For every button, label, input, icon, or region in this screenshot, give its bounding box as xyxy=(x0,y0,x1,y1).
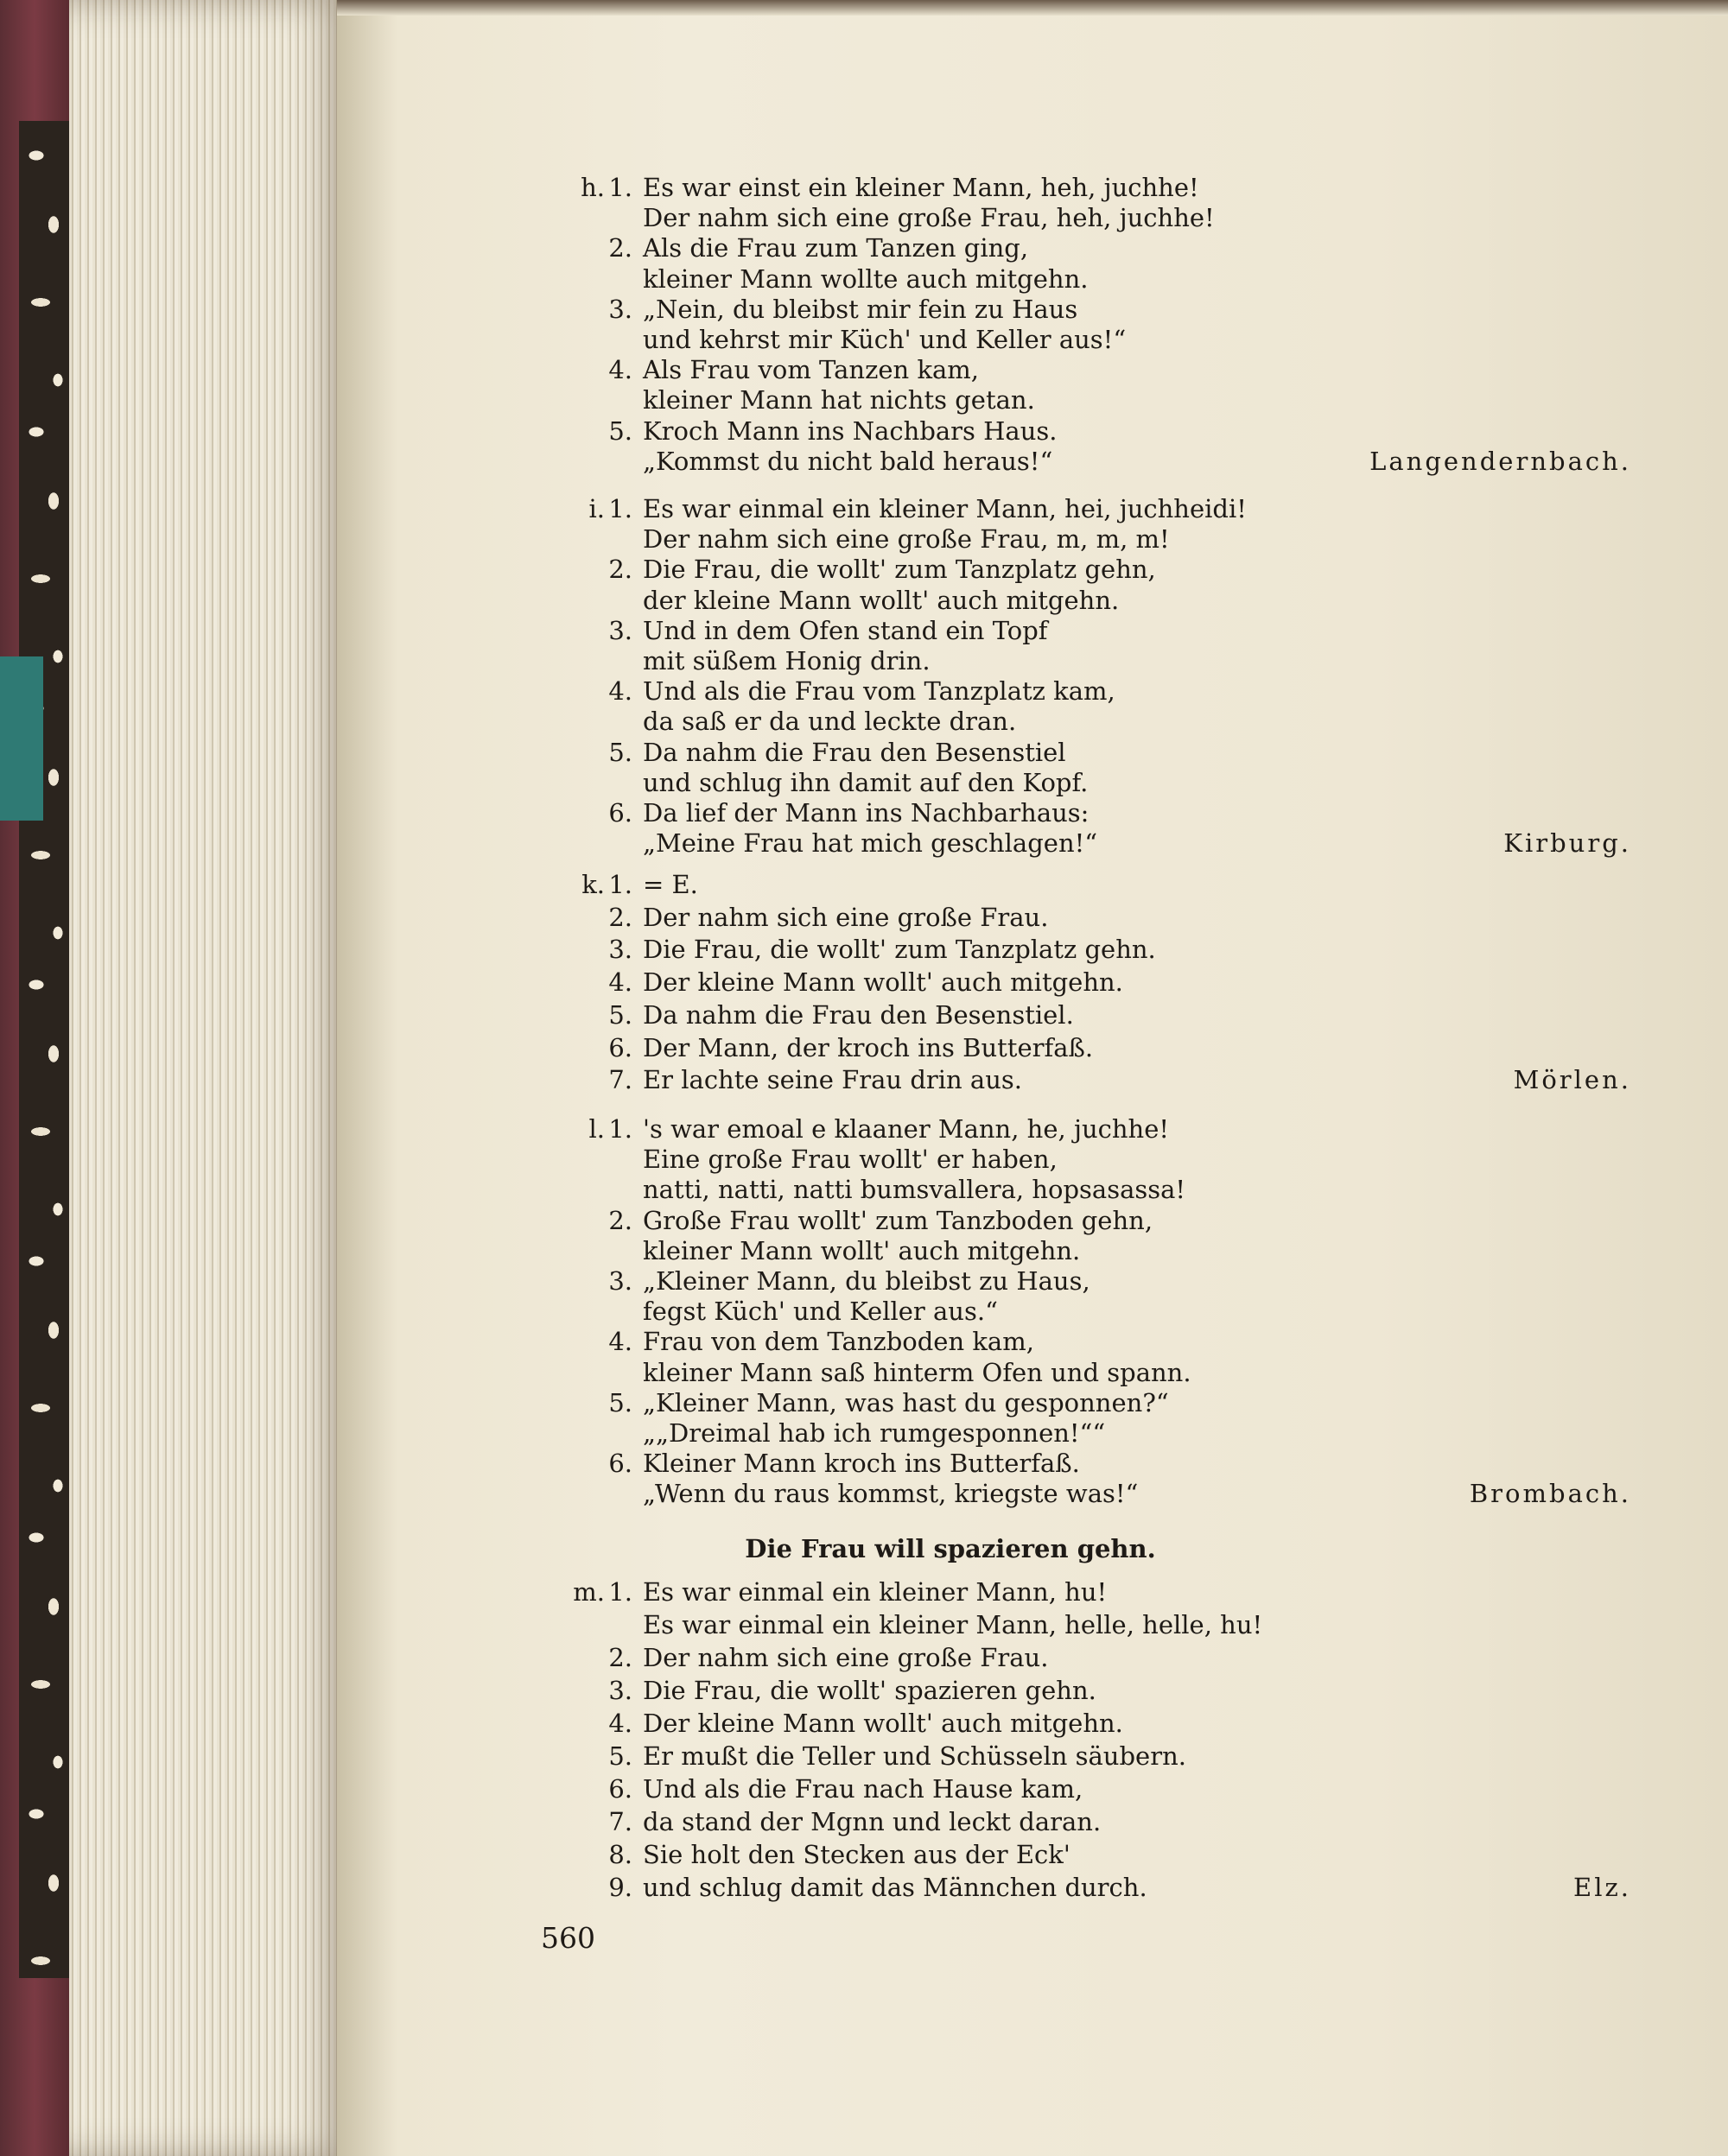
verse-line: natti, natti, natti bumsvallera, hopsasassa! xyxy=(643,1175,1186,1205)
verse-line: Es war einmal ein kleiner Mann, hu! xyxy=(643,1577,1108,1607)
verse-line: und schlug ihn damit auf den Kopf. xyxy=(643,767,1089,797)
verse-line: Da nahm die Frau den Besenstiel xyxy=(643,737,1066,767)
verse-line: da saß er da und leckte dran. xyxy=(643,707,1017,737)
verse-line: Der nahm sich eine große Frau, m, m, m! xyxy=(643,524,1170,555)
verse-number: 8. xyxy=(608,1840,632,1869)
section-label: h. xyxy=(581,173,605,202)
verse-line: Und als die Frau nach Hause kam, xyxy=(643,1774,1083,1804)
verse-number: 5. xyxy=(608,737,632,767)
verse-number: 6. xyxy=(608,1032,632,1062)
verse-number: 4. xyxy=(608,676,632,707)
verse-line: kleiner Mann wollt' auch mitgehn. xyxy=(643,1235,1081,1265)
verse-line: kleiner Mann saß hinterm Ofen und spann. xyxy=(643,1357,1191,1387)
page-number: 560 xyxy=(541,1921,595,1955)
verse-number: 3. xyxy=(608,1266,632,1296)
verse-line: kleiner Mann wollte auch mitgehn. xyxy=(643,263,1089,294)
section-heading: Die Frau will spazieren gehn. xyxy=(745,1534,1156,1563)
place-name: Elz. xyxy=(1573,1873,1631,1902)
marbled-edge xyxy=(19,121,71,1978)
verse-number: 7. xyxy=(608,1065,632,1095)
place-name: Brombach. xyxy=(1469,1479,1631,1509)
verse-number: 3. xyxy=(608,615,632,645)
verse-line: = E. xyxy=(643,870,698,899)
verse-line: Und in dem Ofen stand ein Topf xyxy=(643,615,1048,645)
verse-line: der kleine Mann wollt' auch mitgehn. xyxy=(643,585,1120,615)
verse-number: 5. xyxy=(608,1741,632,1771)
section-label: l. xyxy=(588,1114,605,1144)
verse-line: da stand der Mgnn und leckt daran. xyxy=(643,1807,1102,1836)
verse-number: 5. xyxy=(608,415,632,446)
verse-line: und schlug damit das Männchen durch. xyxy=(643,1873,1147,1902)
verse-number: 5. xyxy=(608,1387,632,1417)
place-name: Mörlen. xyxy=(1513,1065,1631,1095)
verse-number: 2. xyxy=(608,555,632,585)
verse-number: 4. xyxy=(608,1709,632,1738)
verse-number: 9. xyxy=(608,1873,632,1902)
verse-line: „Kommst du nicht bald heraus!“ xyxy=(643,446,1053,476)
verse-number: 7. xyxy=(608,1807,632,1836)
verse-number: 4. xyxy=(608,967,632,998)
section-label: k. xyxy=(581,870,605,899)
verse-line: Die Frau, die wollt' zum Tanzplatz gehn. xyxy=(643,935,1156,965)
verse-line: „Kleiner Mann, was hast du gesponnen?“ xyxy=(643,1387,1169,1417)
verse-number: 5. xyxy=(608,999,632,1030)
verse-number: 3. xyxy=(608,1676,632,1705)
verse-number: 2. xyxy=(608,233,632,263)
verse-line: Der nahm sich eine große Frau. xyxy=(643,1643,1049,1672)
page-stack-edges xyxy=(69,0,354,2156)
verse-line: 's war emoal e klaaner Mann, he, juchhe! xyxy=(643,1114,1170,1144)
verse-line: Da nahm die Frau den Besenstiel. xyxy=(643,999,1074,1030)
verse-line: Als die Frau zum Tanzen ging, xyxy=(643,233,1029,263)
verse-line: fegst Küch' und Keller aus.“ xyxy=(643,1297,998,1327)
verse-line: „Wenn du raus kommst, kriegste was!“ xyxy=(643,1479,1139,1509)
verse-line: Da lief der Mann ins Nachbarhaus: xyxy=(643,798,1090,828)
verse-line: Eine große Frau wollt' er haben, xyxy=(643,1145,1058,1175)
verse-line: Der nahm sich eine große Frau. xyxy=(643,902,1049,932)
verse-line: Kleiner Mann kroch ins Butterfaß. xyxy=(643,1449,1080,1479)
verse-number: 1. xyxy=(608,1577,632,1607)
verse-line: Er lachte seine Frau drin aus. xyxy=(643,1065,1022,1095)
verse-line: „Meine Frau hat mich geschlagen!“ xyxy=(643,828,1098,859)
verse-line: Der nahm sich eine große Frau, heh, juchhe! xyxy=(643,203,1215,233)
verse-number: 6. xyxy=(608,1449,632,1479)
verse-number: 1. xyxy=(608,173,632,202)
verse-line: Und als die Frau vom Tanzplatz kam, xyxy=(643,676,1115,707)
verse-line: Der kleine Mann wollt' auch mitgehn. xyxy=(643,1709,1123,1738)
page-top-shadow xyxy=(337,0,1728,16)
verse-line: „„Dreimal hab ich rumgesponnen!““ xyxy=(643,1418,1106,1448)
verse-line: Kroch Mann ins Nachbars Haus. xyxy=(643,415,1058,446)
verse-number: 1. xyxy=(608,494,632,523)
teal-marble-patch xyxy=(0,656,43,821)
verse-line: und kehrst mir Küch' und Keller aus!“ xyxy=(643,325,1127,354)
verse-line: Die Frau, die wollt' zum Tanzplatz gehn, xyxy=(643,555,1156,585)
place-name: Langendernbach. xyxy=(1369,446,1631,476)
verse-number: 2. xyxy=(608,1643,632,1672)
verse-line: Es war einmal ein kleiner Mann, hei, juchheidi! xyxy=(643,494,1247,523)
place-name: Kirburg. xyxy=(1503,828,1631,859)
verse-line: Sie holt den Stecken aus der Eck' xyxy=(643,1840,1070,1869)
verse-line: Es war einmal ein kleiner Mann, helle, helle, hu! xyxy=(643,1610,1263,1639)
verse-number: 1. xyxy=(608,870,632,899)
verse-line: Der Mann, der kroch ins Butterfaß. xyxy=(643,1032,1094,1062)
verse-line: „Nein, du bleibst mir fein zu Haus xyxy=(643,294,1078,324)
section-label: m. xyxy=(573,1577,605,1607)
verse-number: 4. xyxy=(608,355,632,385)
verse-number: 1. xyxy=(608,1114,632,1144)
verse-line: Als Frau vom Tanzen kam, xyxy=(643,355,980,385)
verse-number: 4. xyxy=(608,1327,632,1357)
verse-number: 2. xyxy=(608,902,632,932)
verse-number: 6. xyxy=(608,1774,632,1804)
verse-number: 2. xyxy=(608,1205,632,1235)
verse-line: Frau von dem Tanzboden kam, xyxy=(643,1327,1034,1357)
verse-line: mit süßem Honig drin. xyxy=(643,646,931,675)
verse-line: „Kleiner Mann, du bleibst zu Haus, xyxy=(643,1266,1090,1296)
section-label: i. xyxy=(588,494,605,523)
verse-number: 3. xyxy=(608,294,632,324)
verse-line: Der kleine Mann wollt' auch mitgehn. xyxy=(643,967,1123,998)
verse-line: Die Frau, die wollt' spazieren gehn. xyxy=(643,1676,1096,1705)
verse-line: kleiner Mann hat nichts getan. xyxy=(643,385,1035,415)
verse-line: Es war einst ein kleiner Mann, heh, juchhe! xyxy=(643,173,1199,202)
verse-number: 6. xyxy=(608,798,632,828)
verse-number: 3. xyxy=(608,935,632,965)
verse-line: Er mußt die Teller und Schüsseln säubern. xyxy=(643,1741,1186,1771)
verse-line: Große Frau wollt' zum Tanzboden gehn, xyxy=(643,1205,1153,1235)
